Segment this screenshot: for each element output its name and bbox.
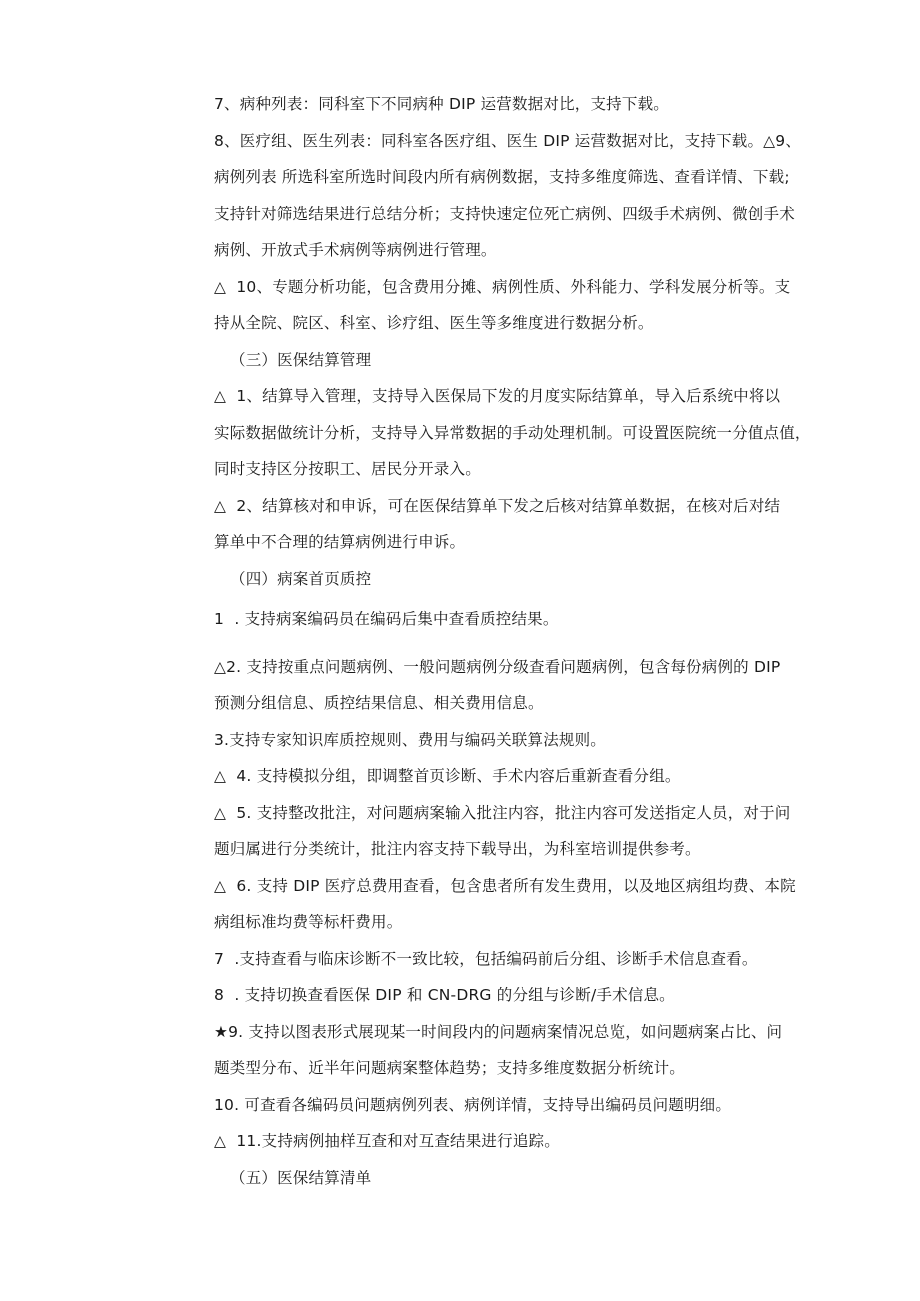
text-line: 持从全院、院区、科室、诊疗组、医生等多维度进行数据分析。 bbox=[214, 314, 654, 332]
text-line: 实际数据做统计分析，支持导入异常数据的手动处理机制。可设置医院统一分值点值， bbox=[214, 424, 811, 442]
text-line: 3.支持专家知识库质控规则、费用与编码关联算法规则。 bbox=[214, 731, 606, 749]
text-line: △ 6. 支持 DIP 医疗总费用查看，包含患者所有发生费用，以及地区病组均费、本院 bbox=[214, 877, 796, 895]
text-line: 7、病种列表：同科室下不同病种 DIP 运营数据对比，支持下载。 bbox=[214, 95, 669, 113]
text-line: 10. 可查看各编码员问题病例列表、病例详情，支持导出编码员问题明细。 bbox=[214, 1096, 732, 1114]
text-line: 8、医疗组、医生列表：同科室各医疗组、医生 DIP 运营数据对比，支持下载。△9、 bbox=[214, 132, 802, 150]
text-line: ★9. 支持以图表形式展现某一时间段内的问题病案情况总览，如问题病案占比、问 bbox=[214, 1023, 783, 1041]
text-line: △ 10、专题分析功能，包含费用分摊、病例性质、外科能力、学科发展分析等。支 bbox=[214, 278, 791, 296]
text-line: △ 4. 支持模拟分组，即调整首页诊断、手术内容后重新查看分组。 bbox=[214, 767, 681, 785]
text-line: 题类型分布、近半年问题病案整体趋势；支持多维度数据分析统计。 bbox=[214, 1059, 686, 1077]
text-line: △ 2、结算核对和申诉，可在医保结算单下发之后核对结算单数据，在核对后对结 bbox=[214, 497, 781, 515]
text-line: △ 11.支持病例抽样互查和对互查结果进行追踪。 bbox=[214, 1132, 560, 1150]
section-heading: （四）病案首页质控 bbox=[230, 570, 372, 588]
text-line: 1 . 支持病案编码员在编码后集中查看质控结果。 bbox=[214, 610, 559, 628]
text-line: 同时支持区分按职工、居民分开录入。 bbox=[214, 460, 481, 478]
text-line: 8 . 支持切换查看医保 DIP 和 CN-DRG 的分组与诊断/手术信息。 bbox=[214, 986, 675, 1004]
text-line: △ 5. 支持整改批注，对问题病案输入批注内容，批注内容可发送指定人员，对于问 bbox=[214, 804, 791, 822]
text-line: 题归属进行分类统计，批注内容支持下载导出，为科室培训提供参考。 bbox=[214, 840, 701, 858]
text-line: 预测分组信息、质控结果信息、相关费用信息。 bbox=[214, 694, 544, 712]
text-line: 支持针对筛选结果进行总结分析；支持快速定位死亡病例、四级手术病例、微创手术 bbox=[214, 205, 795, 223]
section-heading: （五）医保结算清单 bbox=[230, 1169, 372, 1187]
text-line: 算单中不合理的结算病例进行申诉。 bbox=[214, 533, 466, 551]
text-line: 7 .支持查看与临床诊断不一致比较，包括编码前后分组、诊断手术信息查看。 bbox=[214, 950, 758, 968]
text-line: 病例、开放式手术病例等病例进行管理。 bbox=[214, 241, 497, 259]
text-line: 病组标准均费等标杆费用。 bbox=[214, 913, 403, 931]
section-heading: （三）医保结算管理 bbox=[230, 351, 372, 369]
text-line: △ 1、结算导入管理，支持导入医保局下发的月度实际结算单，导入后系统中将以 bbox=[214, 387, 781, 405]
text-line: △2. 支持按重点问题病例、一般问题病例分级查看问题病例，包含每份病例的 DIP bbox=[214, 658, 781, 676]
text-line: 病例列表 所选科室所选时间段内所有病例数据，支持多维度筛选、查看详情、下载; bbox=[214, 168, 790, 186]
